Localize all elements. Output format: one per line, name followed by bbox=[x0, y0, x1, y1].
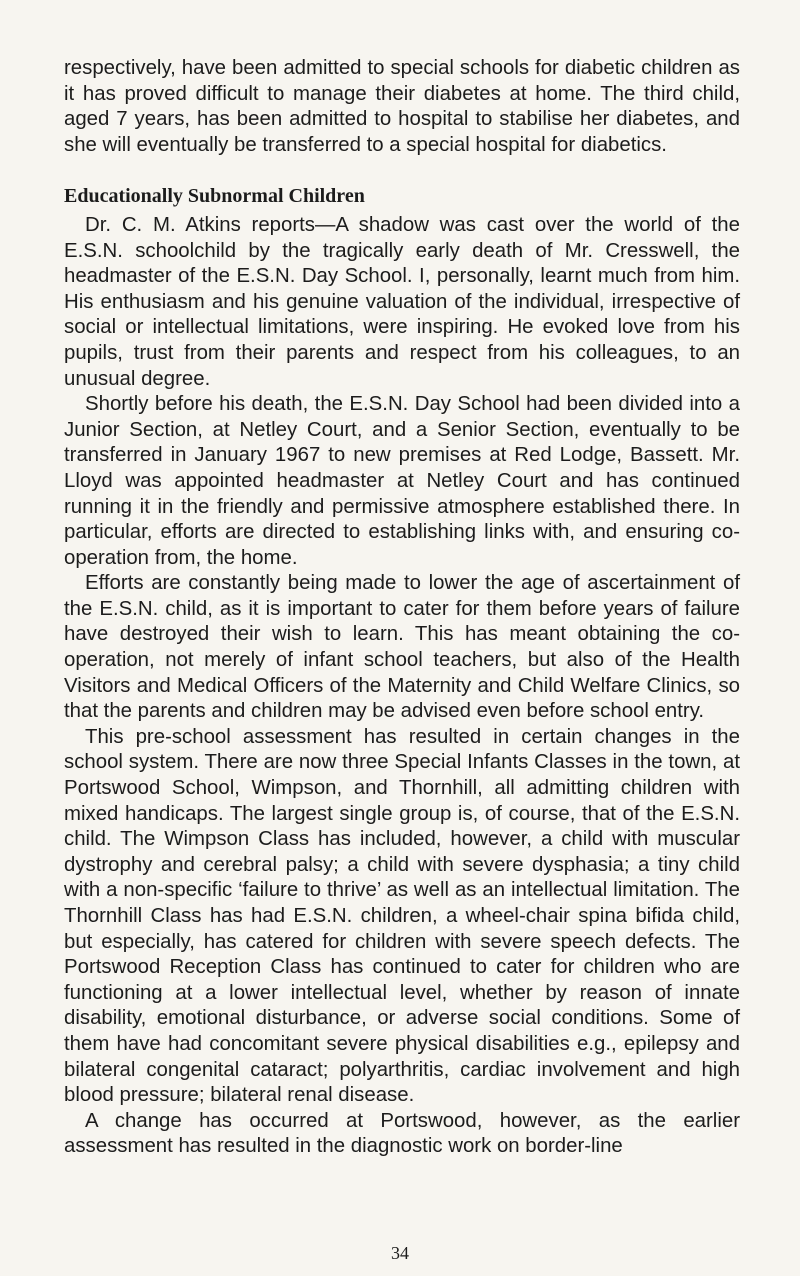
paragraph-pre-school-assessment: This pre-school assessment has resulted in certain changes in the school system. There are now three Special Infants Classes in the town, at Portswood School, Wimpson, and Thornhill, all admitting children with mixed handicaps. The largest single group is, of course, that of the E.S.N. child. The Wimpson Class has included, however, a child with muscular dystrophy and cerebral palsy; a child with severe dysphasia; a tiny child with a non-specific ‘failure to thrive’ as well as an intellectual limitation. The Thornhill Class has had E.S.N. children, a wheel-chair spina bifida child, but especially, has catered for children with severe speech defects. The Portswood Reception Class has continued to cater for children who are functioning at a lower intellectual level, whether by reason of innate disability, emotional disturbance, or adverse social conditions. Some of them have had concomitant severe physical disabilities e.g., epilepsy and bilateral congenital cataract; polyarthritis, cardiac involvement and high blood pressure; bilateral renal disease. bbox=[64, 725, 740, 1107]
paragraph-esn-day-school: Shortly before his death, the E.S.N. Day School had been divided into a Junior Section, at Netley Court, and a Senior Section, eventually to be transferred in January 1967 to new premises at Red Lodge, Bassett. Mr. Lloyd was appointed headmaster at Netley Court and has continued running it in the friendly and permissive atmosphere established there. In particular, efforts are directed to establishing links with, and ensuring co-operation from, the home. bbox=[64, 393, 740, 569]
paragraph-diabetic-children: respectively, have been admitted to special schools for diabetic children as it has proved difficult to manage their diabetes at home. The third child, aged 7 years, has been admitted to hospital to stabilise her diabetes, and she will eventually be transferred to a special hospital for diabetics. bbox=[64, 57, 740, 156]
paragraph-atkins-report: Dr. C. M. Atkins reports—A shadow was cast over the world of the E.S.N. schoolchild by the tragically early death of Mr. Cresswell, the headmaster of the E.S.N. Day School. I, personally, learnt much from him. His enthusiasm and his genuine valuation of the individual, irrespective of social or intellectual limitations, were inspiring. He evoked love from his pupils, trust from their parents and respect from his colleagues, to an unusual degree. bbox=[64, 213, 740, 390]
document-page bbox=[64, 56, 740, 1160]
page-number: 34 bbox=[391, 1243, 409, 1263]
paragraph-portswood-change: A change has occurred at Portswood, however, as the earlier assessment has resulted in the diagnostic work on border-line bbox=[64, 1109, 740, 1158]
section-heading: Educationally Subnormal Children bbox=[64, 185, 365, 208]
paragraph-ascertainment: Efforts are constantly being made to lower the age of ascertainment of the E.S.N. child, as it is important to cater for them before years of failure have destroyed their wish to learn. This has meant obtaining the co-operation, not merely of infant school teachers, but also of the Health Visitors and Medical Officers of the Maternity and Child Welfare Clinics, so that the parents and children may be advised even before school entry. bbox=[64, 572, 740, 723]
